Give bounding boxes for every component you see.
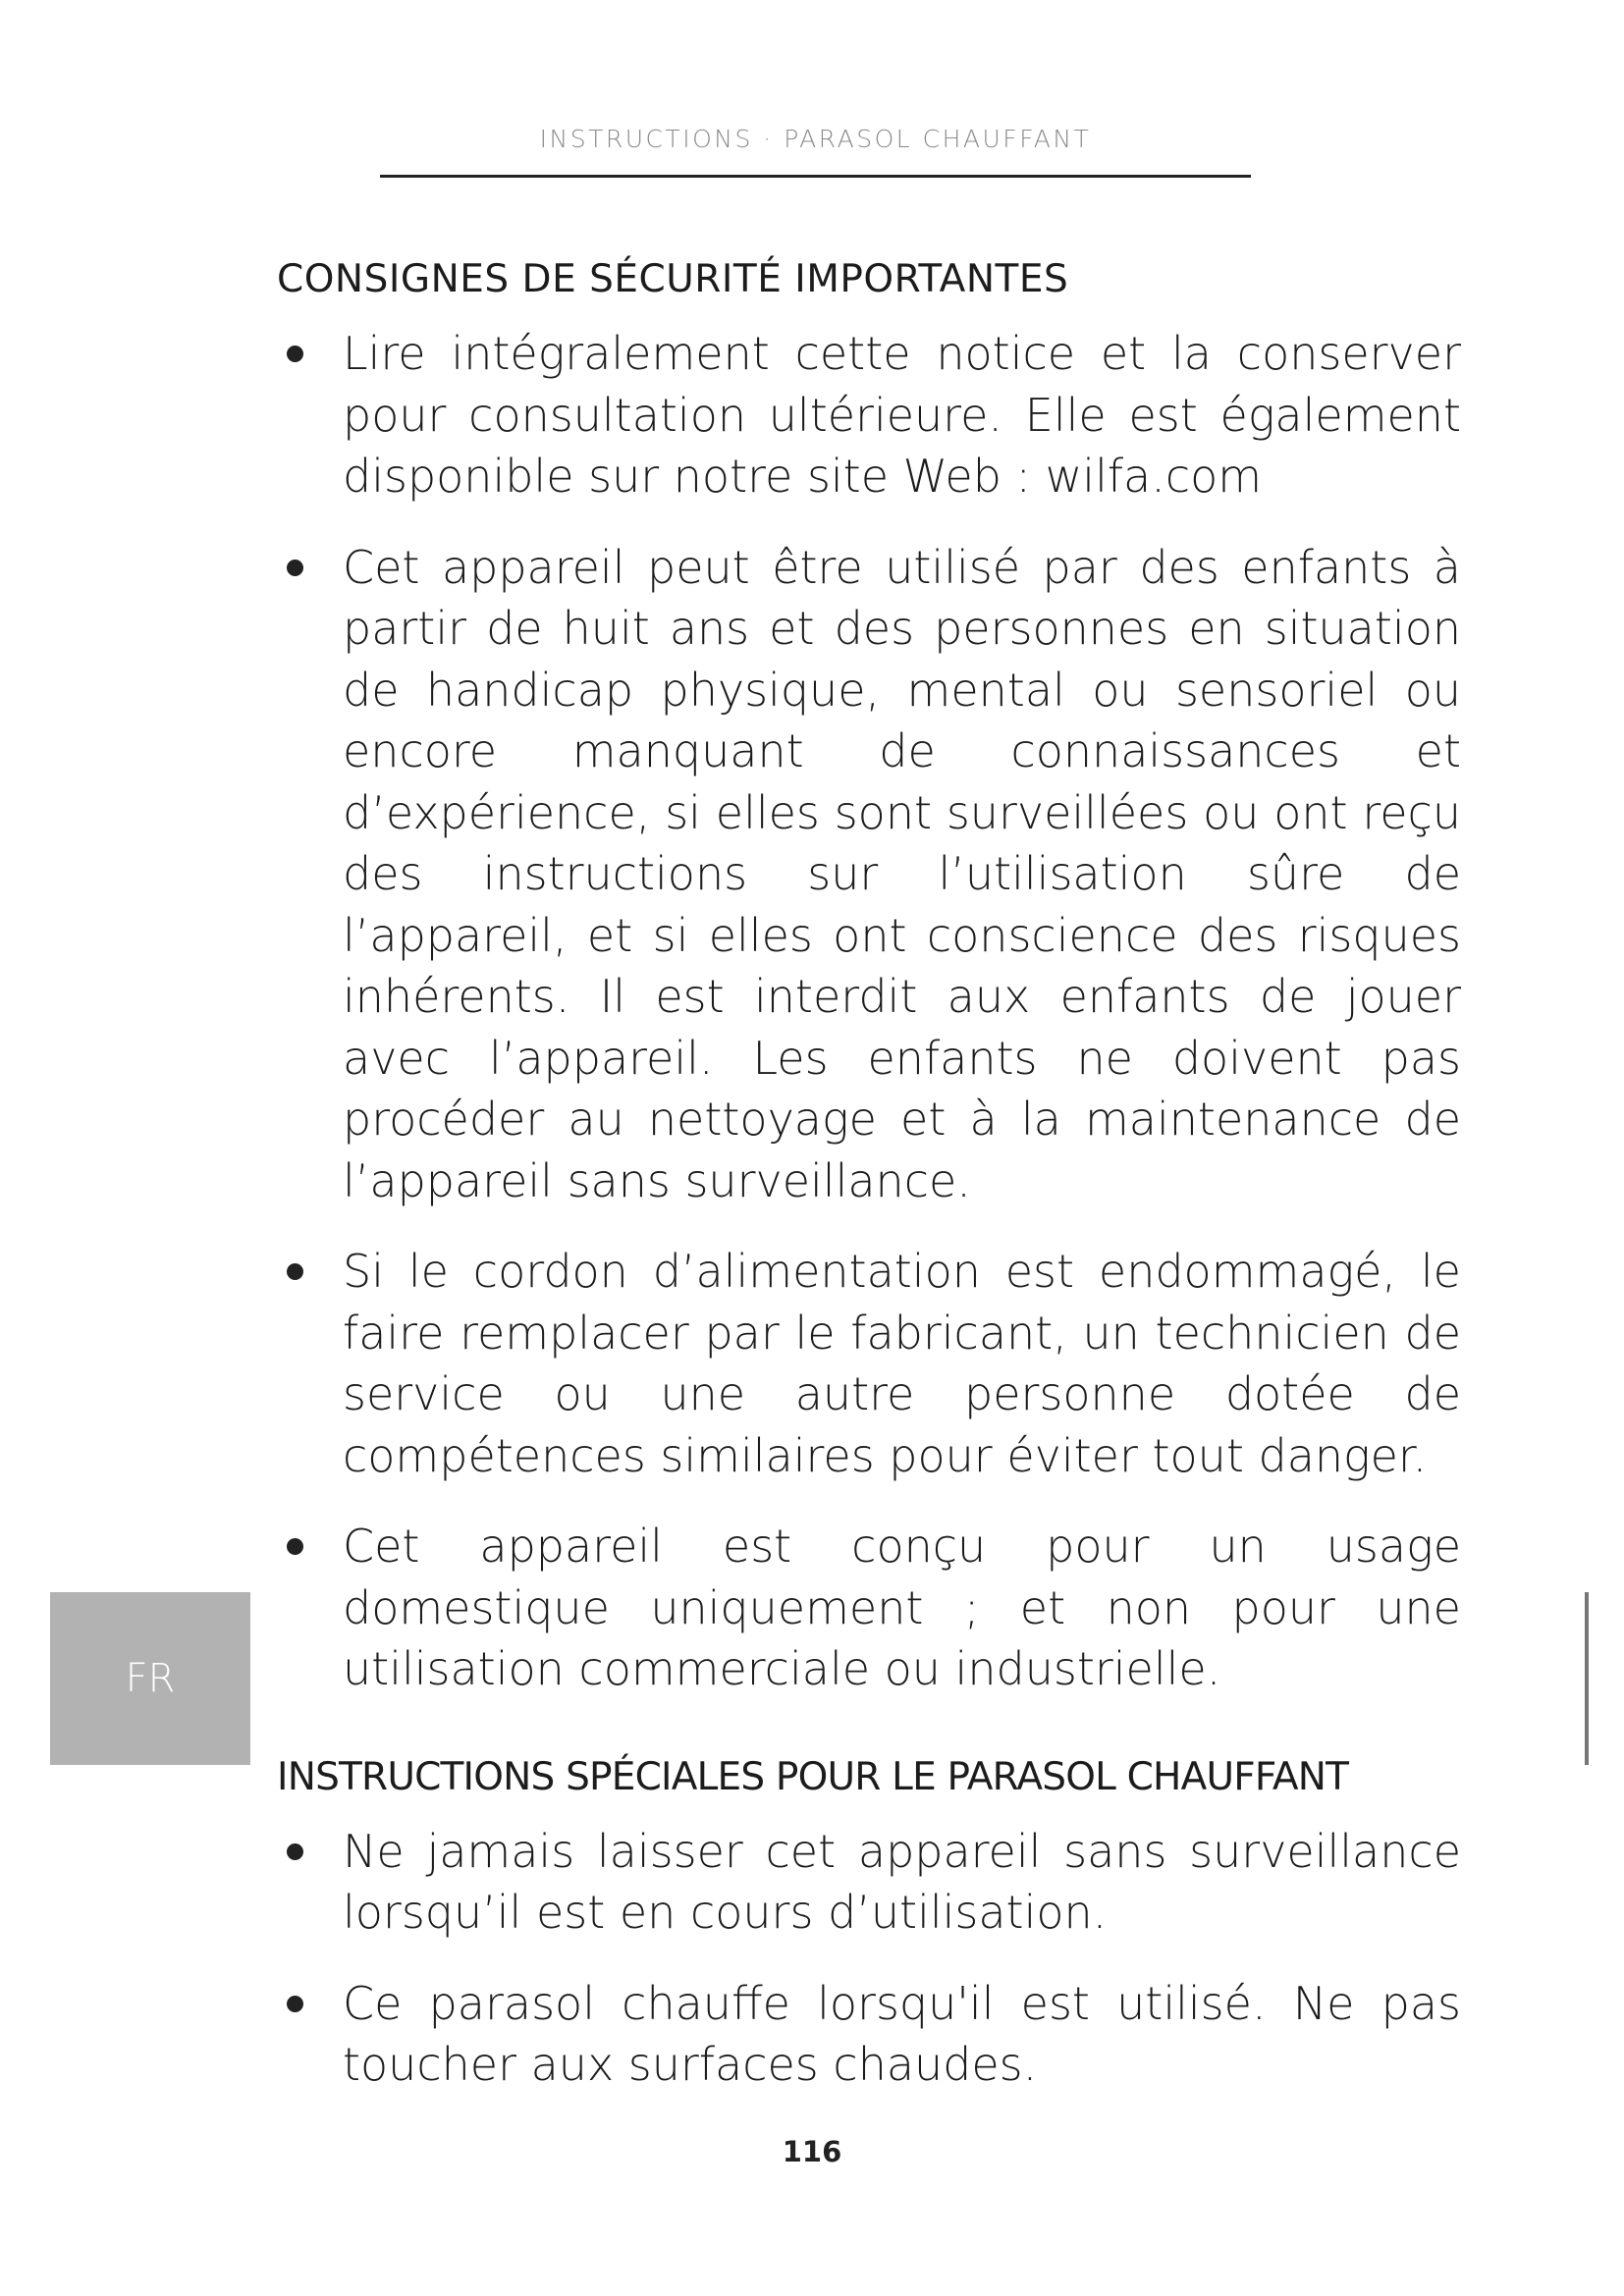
bullet-icon	[287, 1996, 303, 2012]
bullet-icon	[287, 1538, 303, 1555]
language-tab: FR	[50, 1592, 250, 1765]
section-heading-safety: CONSIGNES DE SÉCURITÉ IMPORTANTES	[277, 257, 1069, 301]
list-item: Ne jamais laisser cet appareil sans surveillance lorsqu’il est en cours d’utilisation.	[277, 1821, 1461, 1944]
bullet-icon	[287, 1263, 303, 1280]
running-header: INSTRUCTIONS · PARASOL CHAUFFANT	[539, 125, 1092, 153]
margin-marker	[1585, 1592, 1589, 1765]
page-content	[277, 257, 1461, 2096]
list-item: Cet appareil peut être utilisé par des enfants à partir de huit ans et des personnes en situation de handicap physique, mental ou sensoriel ou encore manquant de connaissances et d’expérience, si elles sont surveillées ou ont reçu des instructions sur l’utilisation sûre de l’appareil, et si elles ont conscience des risques inhérents. Il est interdit aux enfants de jouer avec l’appareil. Les enfants ne doivent pas procéder au nettoyage et à la maintenance de l’appareil sans surveillance.	[277, 537, 1461, 1212]
list-item: Cet appareil est conçu pour un usage domestique uniquement ; et non pour une utilisation commerciale ou industrielle.	[277, 1516, 1461, 1700]
bullet-icon	[287, 1843, 303, 1860]
safety-list	[277, 323, 1461, 1700]
list-item: Ce parasol chauffe lorsqu'il est utilisé. Ne pas toucher aux surfaces chaudes.	[277, 1973, 1461, 2096]
header-divider	[380, 175, 1251, 178]
list-item: Si le cordon d’alimentation est endommagé, le faire remplacer par le fabricant, un technicien de service ou une autre personne dotée de compétences similaires pour éviter tout danger.	[277, 1241, 1461, 1486]
section-heading-parasol: INSTRUCTIONS SPÉCIALES POUR LE PARASOL CHAUFFANT	[277, 1754, 1349, 1799]
page-number: 116	[782, 2135, 842, 2168]
bullet-icon	[287, 346, 303, 362]
list-item: Lire intégralement cette notice et la conserver pour consultation ultérieure. Elle est également disponible sur notre site Web : wilfa.com	[277, 323, 1461, 507]
bullet-icon	[287, 560, 303, 576]
parasol-list	[277, 1821, 1461, 2096]
